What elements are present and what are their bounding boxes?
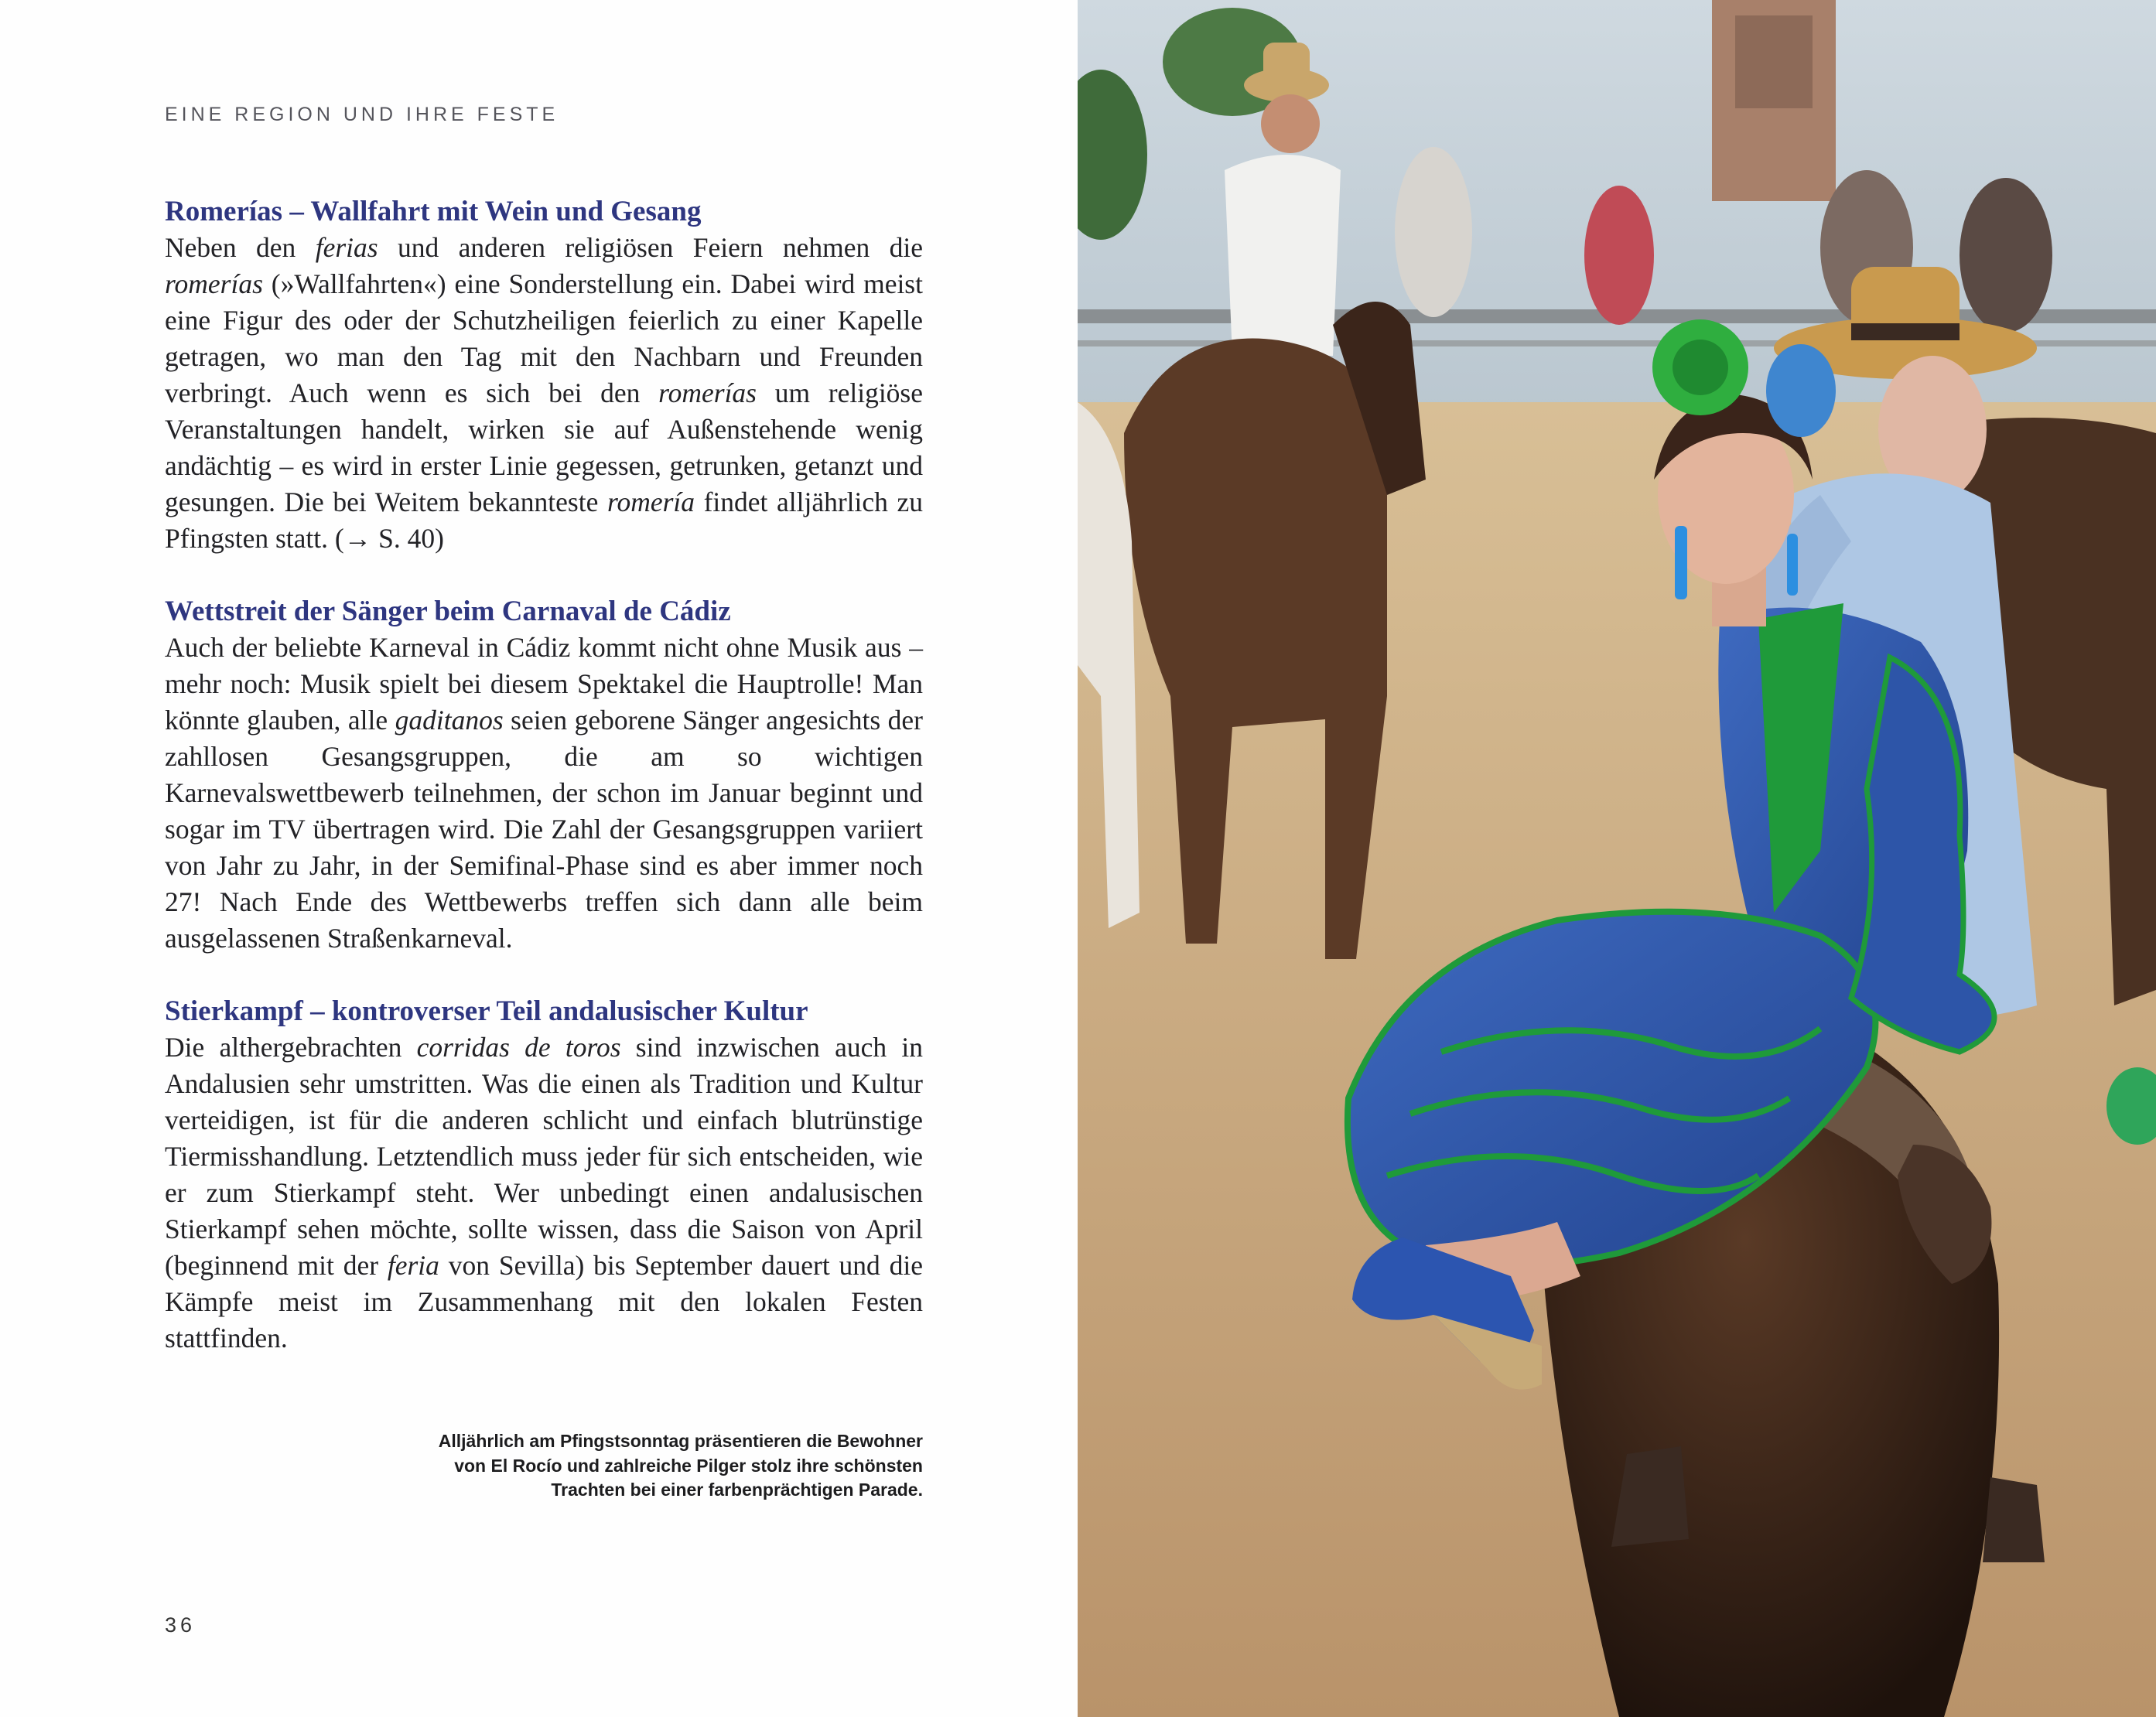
photo-caption: Alljährlich am Pfingstsonntag präsentieren die Bewohner von El Rocío und zahlreiche Pilger stolz ihre schönsten Trachten bei einer farbenprächtigen Parade. xyxy=(438,1431,923,1500)
text-run: Neben den xyxy=(165,232,316,263)
page-number: 36 xyxy=(165,1613,196,1637)
text-run: findet alljährlich zu Pfingsten statt. (→ S. 40) xyxy=(165,486,924,554)
section-heading: Stierkampf – kontroverser Teil andalusischer Kultur xyxy=(165,995,808,1027)
text-run: Die althergebrachten xyxy=(165,1032,417,1063)
italic-term: ferias xyxy=(315,232,378,263)
section-romerias xyxy=(165,193,923,557)
text-run: sind inzwischen auch in Andalusien sehr umstritten. Was die einen als Tradition und Kultur verteidigen, ist für die anderen schlicht und einfach blutrünstige Tiermisshandlung. Letztendlich muss jeder für sich entscheiden, wie er zum Stierkampf steht. Wer unbedingt einen andalusischen Stierkampf sehen möchte, sollte wissen, dass die Saison von April (beginnend mit der xyxy=(165,1032,924,1281)
photo-flamenca-on-horse xyxy=(1078,0,2156,1717)
text-run: Auch der beliebte Karneval in Cádiz kommt nicht ohne Musik aus – mehr noch: Musik spielt bei diesem Spektakel die Hauptrolle! Man könnte glauben, alle xyxy=(165,632,923,736)
italic-term: romerías xyxy=(658,377,757,408)
text-run: (»Wallfahrten«) eine Sonderstellung ein. Dabei wird meist eine Figur des oder der Schutzheiligen feierlich zu einer Kapelle getragen, wo man den Tag mit den Nachbarn und Freunden verbringt. Auch wenn es sich bei den xyxy=(165,268,923,408)
text-run: von Sevilla) bis September dauert und die Kämpfe meist im Zusammenhang mit den lokalen Festen stattfinden. xyxy=(165,1250,923,1353)
section-heading: Romerías – Wallfahrt mit Wein und Gesang xyxy=(165,196,702,227)
italic-term: romería xyxy=(606,486,695,517)
section-body xyxy=(165,230,923,557)
italic-term: corridas de toros xyxy=(416,1032,621,1063)
section-heading: Wettstreit der Sänger beim Carnaval de Cádiz xyxy=(165,596,731,627)
italic-term: romerías xyxy=(165,268,263,299)
section-carnaval xyxy=(165,593,923,957)
section-body xyxy=(165,630,923,957)
section-body xyxy=(165,1029,923,1357)
photo-illustration xyxy=(1078,0,2156,1717)
text-column xyxy=(165,193,923,1393)
running-head: EINE REGION UND IHRE FESTE xyxy=(165,104,559,125)
italic-term: feria xyxy=(387,1250,439,1281)
text-run: seien geborene Sänger angesichts der zahllosen Gesangsgruppen, die am so wichtigen Karnevalswettbewerb teilnehmen, der schon im Januar beginnt und sogar im TV übertragen wird. Die Zahl der Gesangsgruppen variiert von Jahr zu Jahr, in der Semifinal-Phase sind es aber immer noch 27! Nach Ende des Wettbewerbs treffen sich dann alle beim ausgelassenen Straßenkarneval. xyxy=(165,705,923,954)
text-run: um religiöse Veranstaltungen handelt, wirken sie auf Außenstehende wenig andächtig – es wird in erster Linie gegessen, getrunken, getanzt und gesungen. Die bei Weitem bekannteste xyxy=(165,377,923,517)
italic-term: gaditanos xyxy=(395,705,504,736)
text-run: und anderen religiösen Feiern nehmen die xyxy=(378,232,923,263)
section-stierkampf xyxy=(165,993,923,1357)
